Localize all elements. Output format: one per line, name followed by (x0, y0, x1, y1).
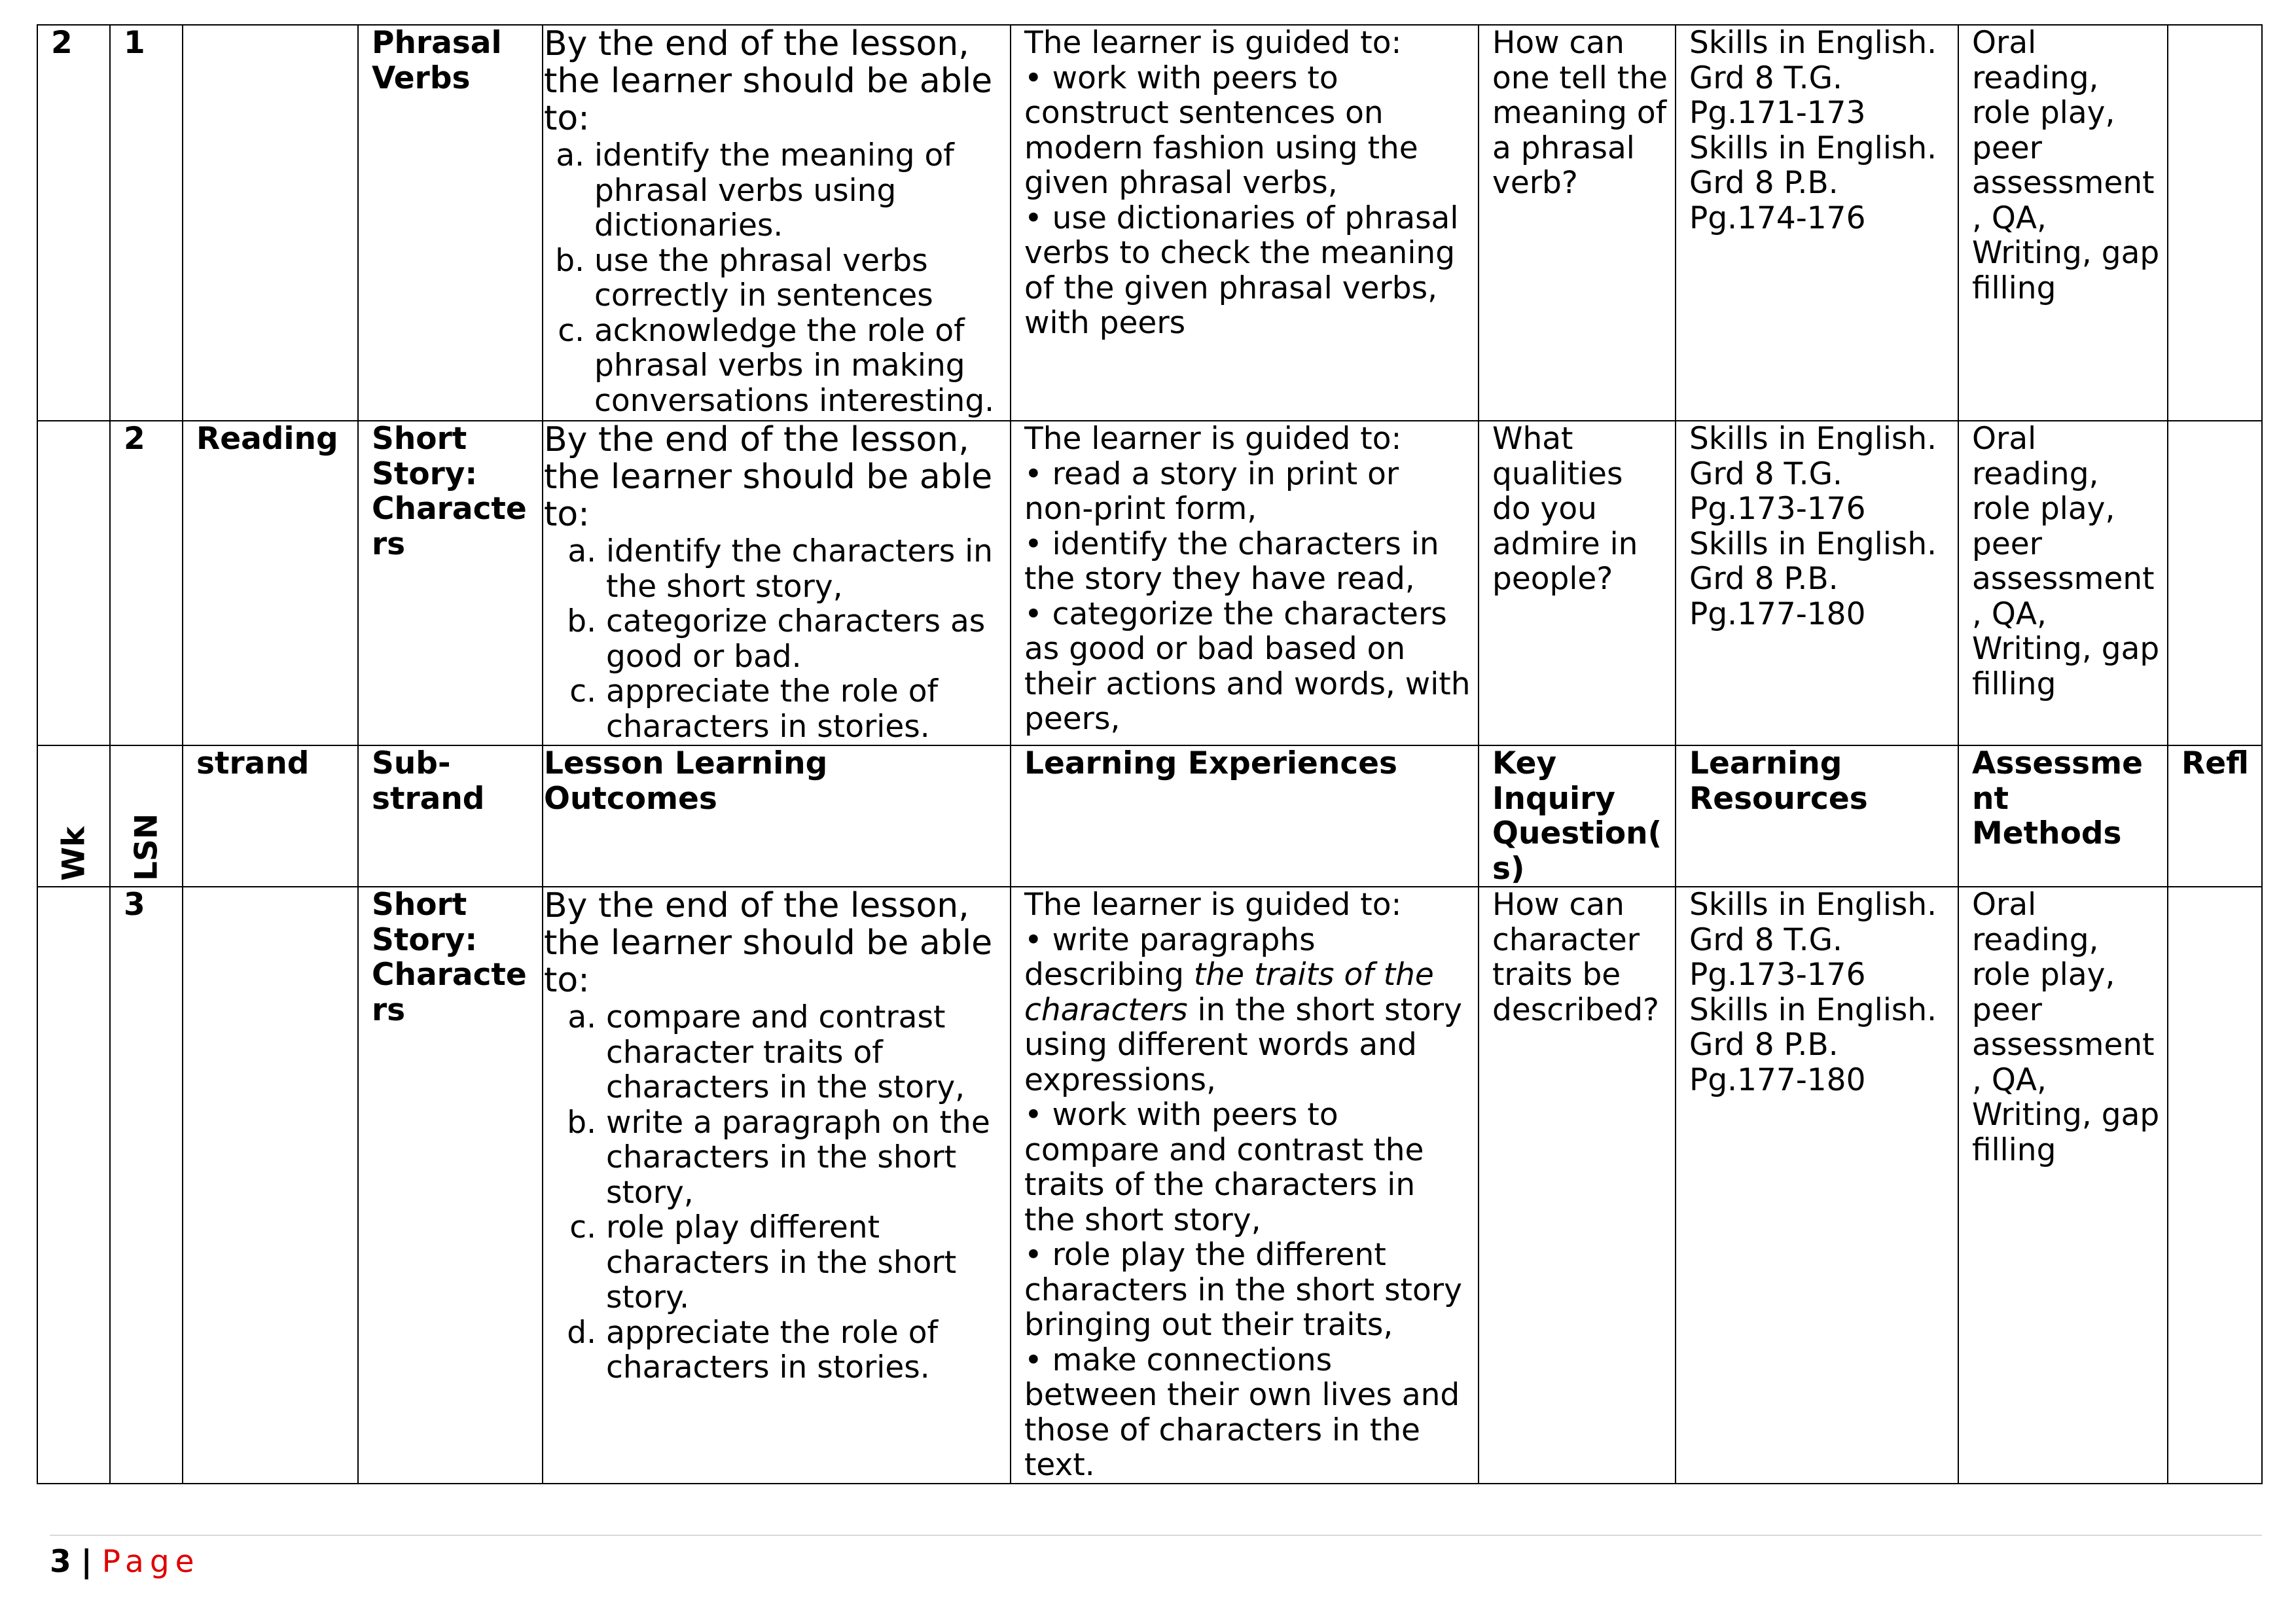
table-row (37, 421, 2262, 745)
outcome-item: a. compare and contrast character traits of characters in the story, (606, 1000, 1003, 1105)
header-lesson-number: LSN (110, 745, 183, 887)
outcome-item: a. identify the characters in the short story, (606, 534, 1003, 604)
week-cell (37, 421, 110, 745)
outcomes-cell (543, 25, 1011, 421)
page-label: Page (101, 1544, 200, 1580)
assessment-cell: Oral reading, role play, peer assessment, QA, Writing, gap filling (1958, 25, 2168, 421)
header-week: Wk (37, 745, 110, 887)
experiences-cell (1011, 25, 1479, 421)
header-reflection: Refl (2168, 745, 2262, 887)
resources-cell: Skills in English. Grd 8 T.G. Pg.173-176 Skills in English. Grd 8 P.B. Pg.177-180 (1676, 887, 1958, 1484)
header-substrand: Sub-strand (358, 745, 543, 887)
outcome-item: c. appreciate the role of characters in stories. (606, 674, 1003, 744)
outcomes-list (544, 1000, 1003, 1385)
lesson-number-cell: 2 (110, 421, 183, 745)
header-resources: Learning Resources (1676, 745, 1958, 887)
experience-item: • role play the different characters in the short story bringing out their traits, (1024, 1237, 1462, 1343)
experience-item: • categorize the characters as good or bad based on their actions and words, with peers, (1024, 596, 1471, 737)
header-experiences: Learning Experiences (1011, 745, 1479, 887)
substrand-cell: Short Story: Characters (358, 421, 543, 745)
table-row (37, 25, 2262, 421)
strand-cell (183, 887, 358, 1484)
experience-item: • write paragraphs describing the traits of the characters in the short story using different words and expressions, (1024, 921, 1462, 1098)
week-cell (37, 887, 110, 1484)
page-number: 3 (50, 1544, 71, 1580)
inquiry-question-cell: How can one tell the meaning of a phrasal verb? (1479, 25, 1676, 421)
header-strand: strand (183, 745, 358, 887)
reflection-cell (2168, 887, 2262, 1484)
experience-item: • identify the characters in the story they have read, (1024, 526, 1439, 597)
footer-separator: | (81, 1544, 92, 1580)
reflection-cell (2168, 421, 2262, 745)
experience-item: • read a story in print or non-print form, (1024, 455, 1399, 527)
strand-cell (183, 25, 358, 421)
experience-item: • make connections between their own lives and those of characters in the text. (1024, 1342, 1460, 1483)
lesson-number-cell: 1 (110, 25, 183, 421)
table-header-row (37, 745, 2262, 887)
experiences-cell (1011, 421, 1479, 745)
outcomes-intro: By the end of the lesson, the learner should be able to: (544, 887, 993, 1000)
experience-item: • use dictionaries of phrasal verbs to check the meaning of the given phrasal verbs, with peers (1024, 200, 1459, 341)
strand-cell: Reading (183, 421, 358, 745)
reflection-cell (2168, 25, 2262, 421)
substrand-cell: Short Story: Characters (358, 887, 543, 1484)
experiences-intro: The learner is guided to: (1024, 887, 1402, 923)
outcomes-intro: By the end of the lesson, the learner should be able to: (544, 25, 993, 138)
outcomes-list (544, 138, 1003, 418)
resources-cell: Skills in English. Grd 8 T.G. Pg.173-176 Skills in English. Grd 8 P.B. Pg.177-180 (1676, 421, 1958, 745)
outcomes-cell (543, 421, 1011, 745)
outcome-item: c. acknowledge the role of phrasal verbs in making conversations interesting. (594, 313, 1003, 419)
resources-cell: Skills in English. Grd 8 T.G. Pg.171-173 Skills in English. Grd 8 P.B. Pg.174-176 (1676, 25, 1958, 421)
experiences-intro: The learner is guided to: (1024, 25, 1402, 61)
substrand-cell: Phrasal Verbs (358, 25, 543, 421)
week-cell: 2 (37, 25, 110, 421)
outcomes-list (544, 534, 1003, 744)
emphasized-text: the traits of the characters (1024, 957, 1434, 1028)
inquiry-question-cell: What qualities do you admire in people? (1479, 421, 1676, 745)
header-inquiry: Key Inquiry Question(s) (1479, 745, 1676, 887)
page-footer (50, 1535, 2262, 1582)
outcome-item: b. categorize characters as good or bad. (606, 604, 1003, 674)
outcomes-intro: By the end of the lesson, the learner should be able to: (544, 421, 993, 534)
header-outcomes: Lesson Learning Outcomes (543, 745, 1011, 887)
outcome-item: b. use the phrasal verbs correctly in sentences (594, 243, 1003, 313)
header-assessment: Assessment Methods (1958, 745, 2168, 887)
assessment-cell: Oral reading, role play, peer assessment, QA, Writing, gap filling (1958, 887, 2168, 1484)
inquiry-question-cell: How can character traits be described? (1479, 887, 1676, 1484)
experience-item: • work with peers to construct sentences on modern fashion using the given phrasal verbs, (1024, 60, 1418, 201)
outcome-item: b. write a paragraph on the characters in the short story, (606, 1105, 1003, 1211)
assessment-cell: Oral reading, role play, peer assessment, QA, Writing, gap filling (1958, 421, 2168, 745)
experiences-intro: The learner is guided to: (1024, 421, 1402, 457)
outcome-item: d. appreciate the role of characters in stories. (606, 1315, 1003, 1385)
scheme-of-work-table (37, 24, 2263, 1484)
outcome-item: c. role play different characters in the short story. (606, 1210, 1003, 1315)
experience-item: • work with peers to compare and contrast the traits of the characters in the short story, (1024, 1097, 1424, 1238)
outcome-item: a. identify the meaning of phrasal verbs using dictionaries. (594, 138, 1003, 243)
table-row (37, 887, 2262, 1484)
experiences-cell (1011, 887, 1479, 1484)
outcomes-cell (543, 887, 1011, 1484)
lesson-number-cell: 3 (110, 887, 183, 1484)
